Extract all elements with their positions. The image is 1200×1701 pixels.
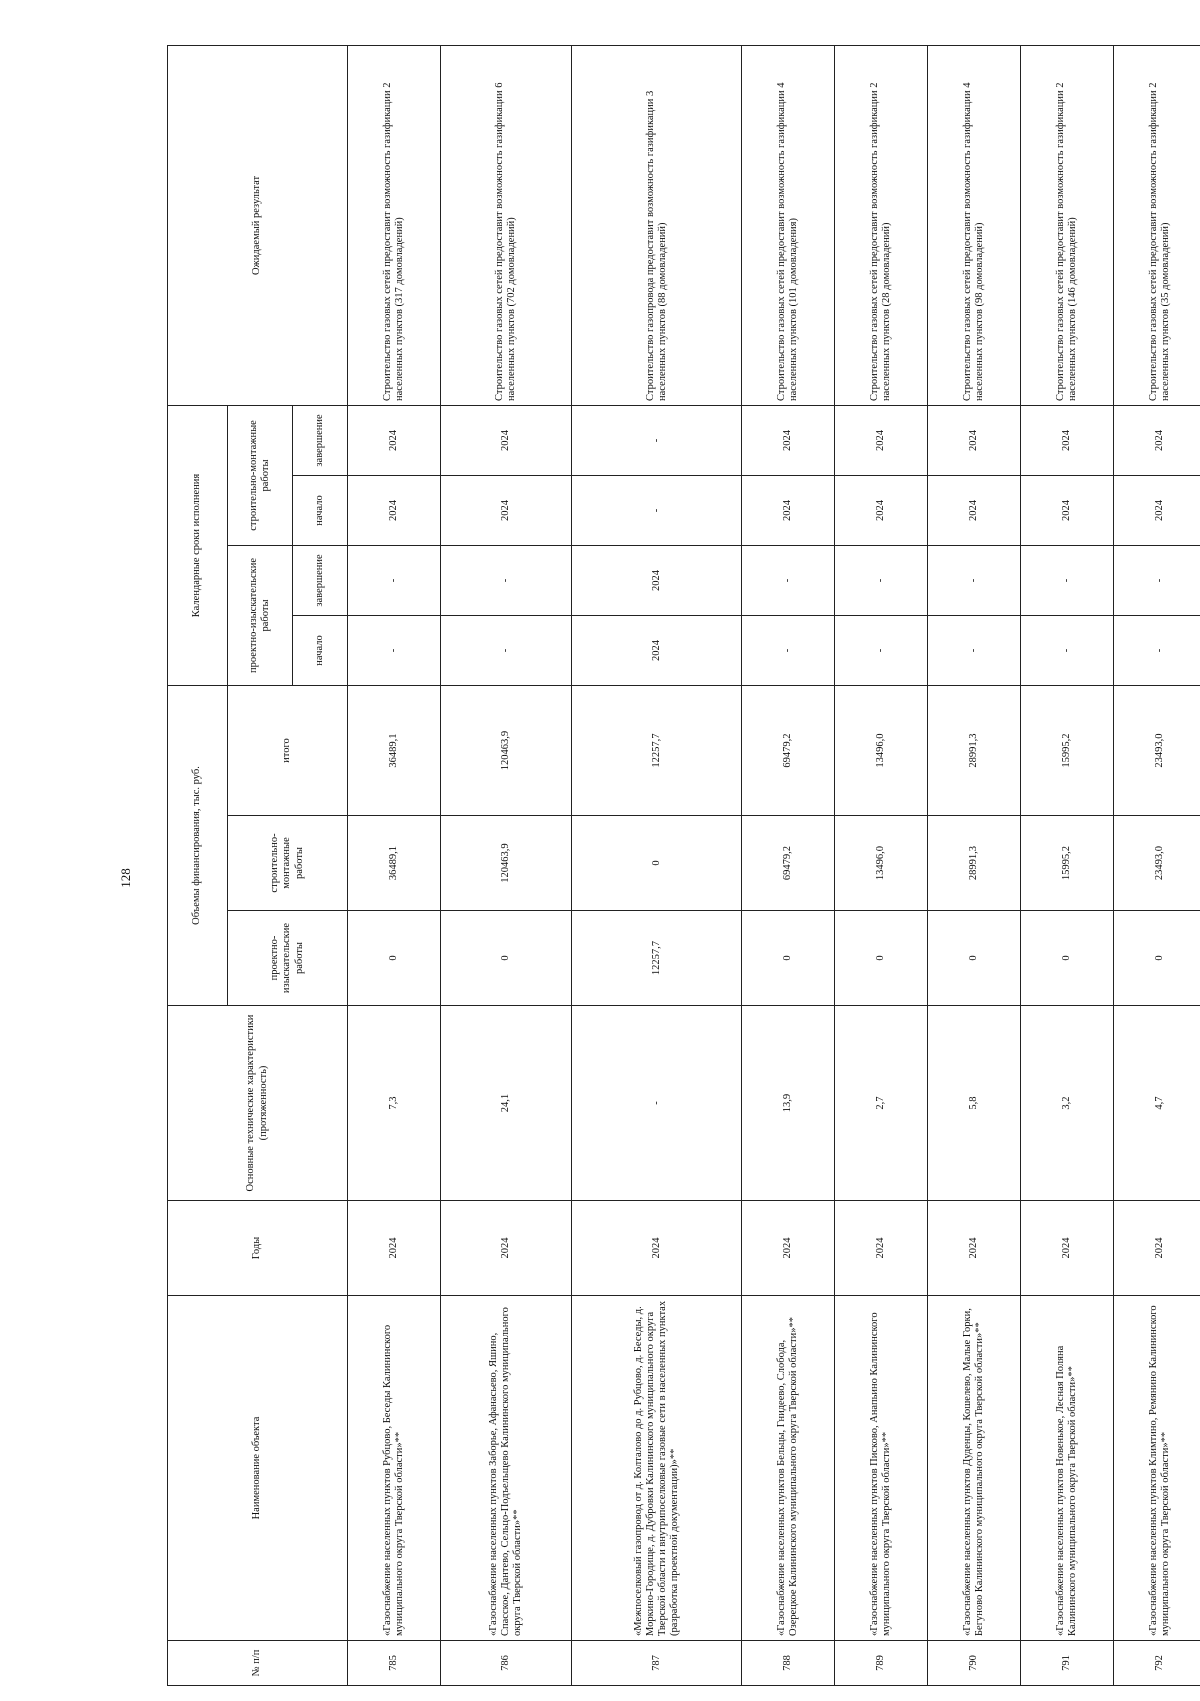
cell-tech: 3,2 xyxy=(1021,1006,1114,1201)
header-num: № п/п xyxy=(168,1641,348,1686)
header-construction-works: строительно-монтажные работы xyxy=(228,816,348,911)
cell-constr-start: - xyxy=(572,475,742,545)
cell-total: 28991,3 xyxy=(928,685,1021,815)
header-design-works: проектно-изыскательские работы xyxy=(228,911,348,1006)
header-design-deadlines: проектно-изыскательские работы xyxy=(228,545,293,685)
cell-construction: 23493,0 xyxy=(1114,816,1200,911)
cell-design-start: - xyxy=(1021,615,1114,685)
cell-result: Строительство газовых сетей предоставит возможность газификации 2 населенных пунктов (35 домовладений) xyxy=(1114,45,1200,405)
header-construction-deadlines: строительно-монтажные работы xyxy=(228,405,293,545)
cell-num: 792 xyxy=(1114,1641,1200,1686)
cell-tech: 7,3 xyxy=(348,1006,441,1201)
cell-constr-end: 2024 xyxy=(742,405,835,475)
cell-design: 0 xyxy=(440,911,571,1006)
cell-name: «Газоснабжение населенных пунктов Бельцы, Гнидеево, Слобода, Озерецкое Калининского муниципального округа Тверской области»** xyxy=(742,1296,835,1641)
cell-constr-start: 2024 xyxy=(1114,475,1200,545)
cell-total: 13496,0 xyxy=(835,685,928,815)
cell-result: Строительство газовых сетей предоставит возможность газификации 6 населенных пунктов (702 домовладений) xyxy=(440,45,571,405)
cell-years: 2024 xyxy=(835,1201,928,1296)
cell-construction: 28991,3 xyxy=(928,816,1021,911)
table-row xyxy=(1021,45,1114,1685)
cell-design-start: - xyxy=(1114,615,1200,685)
cell-design-end: - xyxy=(348,545,441,615)
cell-constr-start: 2024 xyxy=(835,475,928,545)
header-design-start: начало xyxy=(293,615,348,685)
cell-constr-end: 2024 xyxy=(928,405,1021,475)
page-number: 128 xyxy=(118,868,133,888)
cell-tech: 5,8 xyxy=(928,1006,1021,1201)
cell-construction: 13496,0 xyxy=(835,816,928,911)
cell-constr-end: 2024 xyxy=(348,405,441,475)
cell-design-end: - xyxy=(1114,545,1200,615)
header-result: Ожидаемый результат xyxy=(168,45,348,405)
cell-constr-end: 2024 xyxy=(1021,405,1114,475)
cell-design-end: - xyxy=(742,545,835,615)
cell-design: 0 xyxy=(742,911,835,1006)
cell-design-end: - xyxy=(440,545,571,615)
cell-design: 0 xyxy=(348,911,441,1006)
cell-years: 2024 xyxy=(742,1201,835,1296)
cell-num: 791 xyxy=(1021,1641,1114,1686)
header-name: Наименование объекта xyxy=(168,1296,348,1641)
cell-constr-start: 2024 xyxy=(742,475,835,545)
cell-constr-end: - xyxy=(572,405,742,475)
cell-years: 2024 xyxy=(1114,1201,1200,1296)
cell-result: Строительство газопровода предоставит возможность газификации 3 населенных пунктов (88 домовладений) xyxy=(572,45,742,405)
gasification-objects-table xyxy=(167,45,1200,1686)
cell-design: 0 xyxy=(1114,911,1200,1006)
cell-years: 2024 xyxy=(928,1201,1021,1296)
cell-result: Строительство газовых сетей предоставит возможность газификации 4 населенных пунктов (98 домовладений) xyxy=(928,45,1021,405)
cell-constr-start: 2024 xyxy=(1021,475,1114,545)
table-row xyxy=(1114,45,1200,1685)
cell-construction: 69479,2 xyxy=(742,816,835,911)
cell-construction: 0 xyxy=(572,816,742,911)
cell-num: 789 xyxy=(835,1641,928,1686)
cell-total: 23493,0 xyxy=(1114,685,1200,815)
table-row xyxy=(928,45,1021,1685)
cell-tech: 2,7 xyxy=(835,1006,928,1201)
cell-design-end: - xyxy=(928,545,1021,615)
cell-constr-start: 2024 xyxy=(928,475,1021,545)
rotated-table-sheet xyxy=(167,46,1200,1686)
header-construction-start: начало xyxy=(293,475,348,545)
cell-constr-end: 2024 xyxy=(440,405,571,475)
cell-total: 69479,2 xyxy=(742,685,835,815)
cell-design-end: 2024 xyxy=(572,545,742,615)
cell-design: 12257,7 xyxy=(572,911,742,1006)
cell-years: 2024 xyxy=(348,1201,441,1296)
cell-num: 786 xyxy=(440,1641,571,1686)
cell-num: 785 xyxy=(348,1641,441,1686)
cell-total: 120463,9 xyxy=(440,685,571,815)
header-years: Годы xyxy=(168,1201,348,1296)
cell-name: «Газоснабжение населенных пунктов Климтино, Ремянино Калининского муниципального округа Тверской области»** xyxy=(1114,1296,1200,1641)
cell-design-end: - xyxy=(835,545,928,615)
cell-years: 2024 xyxy=(1021,1201,1114,1296)
cell-name: «Газоснабжение населенных пунктов Дуденцы, Кошелево, Малые Горки, Бегуново Калининского муниципального округа Тверской области»** xyxy=(928,1296,1021,1641)
header-design-end: завершение xyxy=(293,545,348,615)
cell-name: «Газоснабжение населенных пунктов Новенькое, Лесная Поляна Калининского муниципального округа Тверской области»** xyxy=(1021,1296,1114,1641)
cell-tech: - xyxy=(572,1006,742,1201)
cell-construction: 15995,2 xyxy=(1021,816,1114,911)
cell-total: 15995,2 xyxy=(1021,685,1114,815)
cell-constr-end: 2024 xyxy=(1114,405,1200,475)
cell-num: 790 xyxy=(928,1641,1021,1686)
cell-constr-end: 2024 xyxy=(835,405,928,475)
cell-result: Строительство газовых сетей предоставит возможность газификации 2 населенных пунктов (317 домовладений) xyxy=(348,45,441,405)
cell-num: 788 xyxy=(742,1641,835,1686)
cell-result: Строительство газовых сетей предоставит возможность газификации 2 населенных пунктов (28 домовладений) xyxy=(835,45,928,405)
header-deadlines: Календарные сроки исполнения xyxy=(168,405,228,685)
cell-name: «Газоснабжение населенных пунктов Рубцово, Беседы Калининского муниципального округа Тверской области»** xyxy=(348,1296,441,1641)
cell-name: «Газоснабжение населенных пунктов Писково, Анапьино Калининского муниципального округа Тверской области»** xyxy=(835,1296,928,1641)
cell-design-start: - xyxy=(742,615,835,685)
table-row xyxy=(348,45,441,1685)
cell-tech: 13,9 xyxy=(742,1006,835,1201)
cell-tech: 4,7 xyxy=(1114,1006,1200,1201)
cell-num: 787 xyxy=(572,1641,742,1686)
cell-design-start: 2024 xyxy=(572,615,742,685)
cell-result: Строительство газовых сетей предоставит возможность газификации 4 населенных пунктов (101 домовладения) xyxy=(742,45,835,405)
cell-years: 2024 xyxy=(440,1201,571,1296)
cell-construction: 120463,9 xyxy=(440,816,571,911)
cell-design: 0 xyxy=(928,911,1021,1006)
table-row xyxy=(572,45,742,1685)
header-funding: Объемы финансирования, тыс. руб. xyxy=(168,685,228,1005)
cell-years: 2024 xyxy=(572,1201,742,1296)
cell-design: 0 xyxy=(1021,911,1114,1006)
cell-design-start: - xyxy=(928,615,1021,685)
cell-constr-start: 2024 xyxy=(440,475,571,545)
cell-design: 0 xyxy=(835,911,928,1006)
cell-result: Строительство газовых сетей предоставит возможность газификации 2 населенных пунктов (146 домовладений) xyxy=(1021,45,1114,405)
cell-construction: 36489,1 xyxy=(348,816,441,911)
table-row xyxy=(835,45,928,1685)
cell-constr-start: 2024 xyxy=(348,475,441,545)
table-row xyxy=(440,45,571,1685)
cell-design-start: - xyxy=(348,615,441,685)
header-construction-end: завершение xyxy=(293,405,348,475)
cell-tech: 24,1 xyxy=(440,1006,571,1201)
cell-name: «Межпоселковый газопровод от д. Колталово до д. Рубцово, д. Беседы, д. Моркино-Городище, д. Дубровки Калининского муниципального округа Тверской области и внутрипоселковые газовые сети в населенных пунктах (разработка проектной документации)»** xyxy=(572,1296,742,1641)
table-row xyxy=(742,45,835,1685)
cell-design-end: - xyxy=(1021,545,1114,615)
header-tech: Основные технические характеристики (протяженность) xyxy=(168,1006,348,1201)
header-total: итого xyxy=(228,685,348,815)
cell-design-start: - xyxy=(440,615,571,685)
cell-design-start: - xyxy=(835,615,928,685)
cell-total: 36489,1 xyxy=(348,685,441,815)
cell-total: 12257,7 xyxy=(572,685,742,815)
cell-name: «Газоснабжение населенных пунктов Заборье, Афанасьево, Яшино, Спасское, Дантево, Сельцо-Подъельщево Калининского муниципального округа Тверской области»** xyxy=(440,1296,571,1641)
